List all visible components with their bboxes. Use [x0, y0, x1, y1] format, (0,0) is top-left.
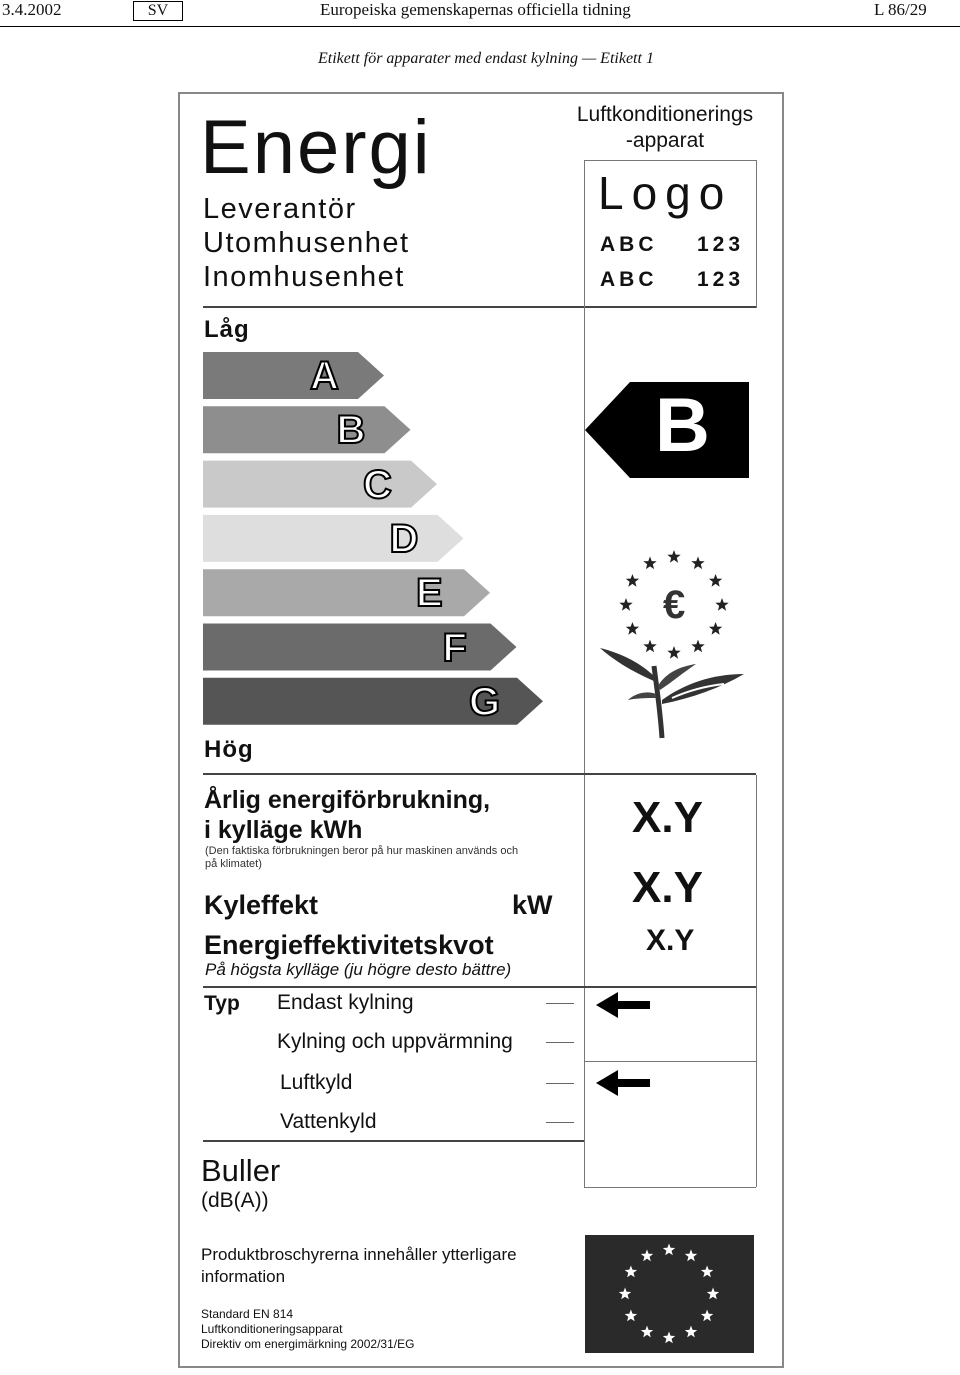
type-option-cooling-heating: Kylning och uppvärmning: [277, 1030, 513, 1053]
divider: [203, 773, 756, 775]
divider: [756, 775, 757, 1187]
outdoor-unit-label: Utomhusenhet: [203, 227, 410, 259]
class-bar-c: [203, 461, 437, 508]
rating-letter: B: [655, 383, 710, 468]
divider: [203, 986, 756, 988]
type-option-cooling-only: Endast kylning: [277, 991, 414, 1014]
euro-symbol: €: [663, 583, 686, 627]
directive-line: Direktiv om energimärkning 2002/31/EG: [201, 1337, 415, 1351]
divider: [584, 306, 585, 774]
class-bar-f: [203, 624, 517, 671]
noise-unit: (dB(A)): [201, 1189, 269, 1212]
flower-star-icon: [626, 622, 639, 635]
consumption-note-line: på klimatet): [205, 858, 262, 870]
efficiency-scale: [203, 352, 548, 732]
consumption-title-line: Årlig energiförbrukning,: [204, 786, 491, 814]
flower-star-icon: [715, 598, 728, 611]
scale-low-label: Låg: [204, 316, 250, 343]
divider: [584, 160, 585, 310]
eer-note: På högsta kylläge (ju högre desto bättre): [205, 960, 512, 979]
divider: [756, 160, 757, 308]
label-caption: Etikett för apparater med endast kylning — Etikett 1: [318, 50, 654, 67]
standard-info: [201, 1307, 414, 1352]
indoor-unit-label: Inomhusenhet: [203, 261, 405, 293]
model-number-outdoor: 123: [697, 233, 745, 256]
flower-star-icon: [709, 622, 722, 635]
class-bar-e: [203, 569, 490, 616]
type-label: Typ: [204, 992, 240, 1015]
type-leader-line: [546, 1122, 574, 1123]
class-bar-d: [203, 515, 464, 562]
cooling-capacity-title: Kyleffekt: [204, 890, 319, 920]
flower-star-icon: [643, 640, 656, 653]
brochure-note-line: Produktbroschyrerna innehåller ytterligare: [201, 1245, 517, 1264]
arrow-left-icon: [596, 1070, 650, 1096]
supplier-label: Leverantör: [203, 193, 357, 225]
type-leader-line: [546, 1042, 574, 1043]
divider: [584, 1187, 756, 1188]
cooling-capacity-value: X.Y: [632, 863, 703, 912]
flower-star-icon: [667, 550, 680, 563]
consumption-note-line: (Den faktiska förbrukningen beror på hur maskinen används och: [205, 845, 519, 857]
arrow-left-icon: [596, 992, 650, 1018]
divider: [203, 1140, 584, 1142]
model-number-indoor: 123: [697, 268, 745, 291]
class-letter-b: B: [336, 408, 366, 453]
class-bar-a: [203, 352, 384, 399]
model-code-indoor: ABC: [600, 268, 658, 291]
flower-star-icon: [626, 574, 639, 587]
consumption-title-line: i kylläge kWh: [204, 816, 363, 844]
brochure-note-line: information: [201, 1267, 286, 1286]
consumption-note: [205, 845, 518, 871]
class-bar-b: [203, 406, 411, 453]
flower-star-icon: [691, 640, 704, 653]
type-leader-line: [546, 1083, 574, 1084]
flower-star-icon: [691, 556, 704, 569]
appliance-type: [570, 102, 760, 154]
appliance-type-line: -apparat: [625, 129, 705, 152]
class-letter-f: F: [442, 625, 467, 670]
type-option-air-cooled: Luftkyld: [280, 1071, 353, 1094]
model-code-outdoor: ABC: [600, 233, 658, 256]
flower-star-icon: [643, 556, 656, 569]
class-letter-g: G: [469, 679, 501, 724]
eer-value: X.Y: [646, 924, 695, 957]
flower-star-icon: [667, 646, 680, 659]
divider: [584, 1061, 756, 1062]
page-number: L 86/29: [874, 0, 927, 19]
header-date: 3.4.2002: [2, 0, 62, 19]
appliance-type-line: Luftkonditionerings: [576, 103, 754, 126]
class-letter-a: A: [310, 354, 339, 398]
class-letter-d: D: [389, 516, 419, 561]
type-leader-line: [546, 1003, 574, 1004]
divider: [203, 306, 756, 308]
logo-placeholder: Logo: [598, 167, 733, 219]
standard-line: Standard EN 814: [201, 1307, 294, 1321]
brochure-note: [201, 1244, 517, 1288]
scale-high-label: Hög: [204, 736, 254, 763]
type-option-water-cooled: Vattenkyld: [280, 1110, 377, 1133]
flower-star-icon: [709, 574, 722, 587]
consumption-title: [204, 785, 490, 845]
journal-title: Europeiska gemenskapernas officiella tidning: [320, 0, 631, 19]
divider: [584, 775, 585, 1187]
eu-flag-icon: [585, 1235, 754, 1353]
eco-flower-icon: [598, 548, 748, 760]
header-rule: [0, 26, 960, 27]
flower-star-icon: [619, 598, 632, 611]
cooling-capacity-unit: kW: [512, 890, 553, 920]
noise-title: Buller: [201, 1153, 281, 1188]
class-letter-e: E: [416, 571, 443, 616]
divider: [584, 160, 756, 161]
language-box: SV: [133, 1, 183, 21]
label-title: Energi: [200, 105, 432, 190]
class-letter-c: C: [363, 462, 392, 507]
standard-line: Luftkonditioneringsapparat: [201, 1322, 343, 1336]
eer-title: Energieffektivitetskvot: [204, 930, 494, 960]
consumption-value: X.Y: [632, 793, 703, 842]
